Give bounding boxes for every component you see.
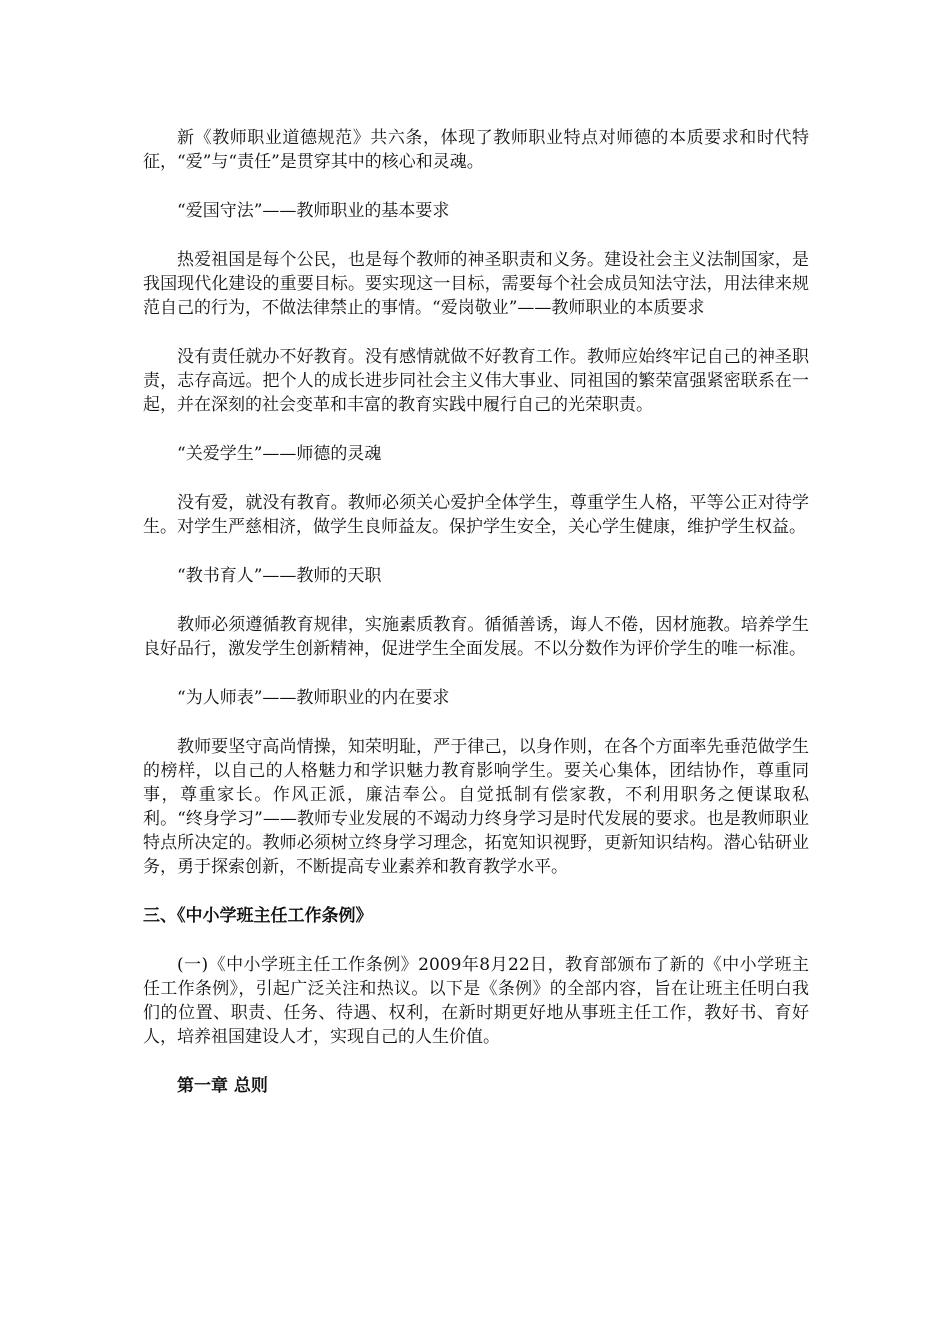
chapter-heading-1: 第一章 总则: [177, 1076, 268, 1096]
paragraph-teaching: 教师必须遵循教育规律，实施素质教育。循循善诱，诲人不倦，因材施教。培养学生良好品行，激发学生创新精神，促进学生全面发展。不以分数作为评价学生的唯一标准。: [143, 615, 809, 659]
paragraph-care-students: 没有爱，就没有教育。教师必须关心爱护全体学生，尊重学生人格，平等公正对待学生。对学生严慈相济，做学生良师益友。保护学生安全，关心学生健康，维护学生权益。: [143, 493, 809, 537]
paragraph-regulations: (一)《中小学班主任工作条例》2009年8月22日，教育部颁布了新的《中小学班主任工作条例》，引起广泛关注和热议。以下是《条例》的全部内容，旨在让班主任明白我们的位置、职责、任务、待遇、权利，在新时期更好地从事班主任工作，教好书、育好人，培养祖国建设人才，实现自己的人生价值。: [143, 955, 809, 1047]
heading-patriotism: “爱国守法”——教师职业的基本要求: [177, 201, 450, 221]
paragraph-dedication: 没有责任就办不好教育。没有感情就做不好教育工作。教师应始终牢记自己的神圣职责，志存高远。把个人的成长进步同社会主义伟大事业、同祖国的繁荣富强紧密联系在一起，并在深刻的社会变革和丰富的教育实践中履行自己的光荣职责。: [143, 347, 809, 415]
intro-paragraph: 新《教师职业道德规范》共六条，体现了教师职业特点对师德的本质要求和时代特征，“爱”与“责任”是贯穿其中的核心和灵魂。: [143, 128, 809, 172]
heading-care-students: “关爱学生”——师德的灵魂: [177, 444, 382, 464]
paragraph-role-model: 教师要坚守高尚情操，知荣明耻，严于律己，以身作则，在各个方面率先垂范做学生的榜样，以自己的人格魅力和学识魅力教育影响学生。要关心集体，团结协作，尊重同事，尊重家长。作风正派，廉洁奉公。自觉抵制有偿家教，不利用职务之便谋取私利。“终身学习”——教师专业发展的不竭动力终身学习是时代发展的要求。也是教师职业特点所决定的。教师必须树立终身学习理念，拓宽知识视野，更新知识结构。潜心钻研业务，勇于探索创新，不断提高专业素养和教育教学水平。: [143, 737, 809, 877]
paragraph-patriotism: 热爱祖国是每个公民，也是每个教师的神圣职责和义务。建设社会主义法制国家，是我国现代化建设的重要目标。要实现这一目标，需要每个社会成员知法守法，用法律来规范自己的行为，不做法律禁止的事情。“爱岗敬业”——教师职业的本质要求: [143, 250, 809, 318]
heading-teaching: “教书育人”——教师的天职: [177, 566, 382, 586]
section-heading-3: 三、《中小学班主任工作条例》: [143, 906, 373, 926]
document-page: [143, 126, 809, 1098]
heading-role-model: “为人师表”——教师职业的内在要求: [177, 688, 450, 708]
